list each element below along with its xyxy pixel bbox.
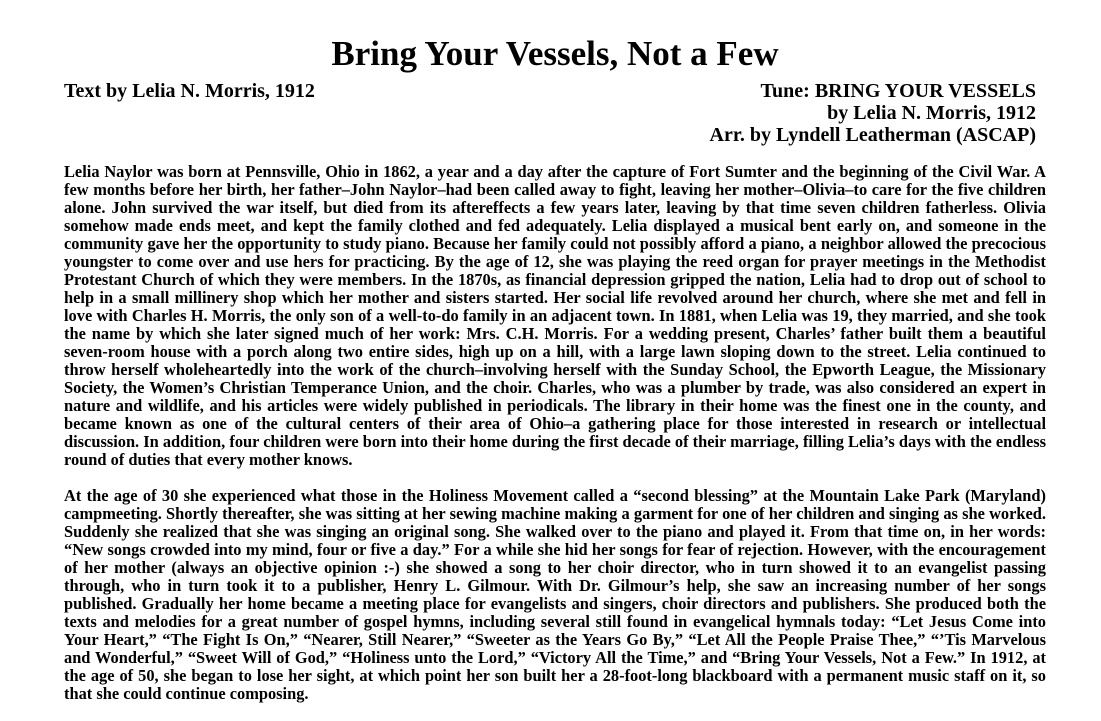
tune-author: by Lelia N. Morris, 1912 (827, 102, 1036, 124)
hymn-title: Bring Your Vessels, Not a Few (331, 34, 779, 73)
document-page (64, 32, 1046, 721)
tune-credit (710, 80, 1036, 146)
text-credit: Text by Lelia N. Morris, 1912 (64, 80, 315, 102)
arranger-credit: Arr. by Lyndell Leatherman (ASCAP) (709, 124, 1036, 146)
biography-paragraph-2: At the age of 30 she experienced what those in the Holiness Movement called a “second blessing” at the Mountain Lake Park (Maryland) campmeeting. Shortly thereafter, she was sitting at her sewing machine making a garment for one of her children and singing as she worked. Suddenly she realized that she was singing an original song. She walked over to the piano and played it. From that time on, in her words: “New songs crowded into my mind, four or five a day.” For a while she hid her songs for fear of rejection. However, with the encouragement of her mother (always an objective opinion :-) she showed a song to her choir director, who in turn showed it to an evangelist passing through, who in turn took it to a publisher, Henry L. Gilmour. With Dr. Gilmour’s help, she saw an increasing number of her songs published. Gradually her home became a meeting place for evangelists and singers, choir directors and publishers. She produced both the texts and melodies for a great number of gospel hymns, including several still found in evangelical hymnals today: “Let Jesus Come into Your Heart,” “The Fight Is On,” “Nearer, Still Nearer,” “Sweeter as the Years Go By,” “Let All the People Praise Thee,” “’Tis Marvelous and Wonderful,” “Sweet Will of God,” “Holiness unto the Lord,” “Victory All the Time,” and “Bring Your Vessels, Not a Few.” In 1912, at the age of 50, she began to lose her sight, at which point her son built her a 28-foot-long blackboard with a permanent music staff on it, so that she could continue composing. (64, 486, 1046, 703)
tune-name: Tune: BRING YOUR VESSELS (760, 80, 1036, 102)
biography-paragraph-1: Lelia Naylor was born at Pennsville, Ohio in 1862, a year and a day after the capture of Fort Sumter and the beginning of the Civil War. A few months before her birth, her father–John Naylor–had been called away to fight, leaving her mother–Olivia–to care for the five children alone. John survived the war itself, but died from its aftereffects a few years later, leaving by that time seven children fatherless. Olivia somehow made ends meet, and kept the family clothed and fed adequately. Lelia displayed a musical bent early on, and someone in the community gave her the opportunity to study piano. Because her family could not possibly afford a piano, a neighbor allowed the precocious youngster to come over and use hers for practicing. By the age of 12, she was playing the reed organ for prayer meetings in the Methodist Protestant Church of which they were members. In the 1870s, as financial depression gripped the nation, Lelia had to drop out of school to help in a small millinery shop which her mother and sisters started. Her social life revolved around her church, where she met and fell in love with Charles H. Morris, the only son of a well-to-do family in an adjacent town. In 1881, when Lelia was 19, they married, and she took the name by which she later signed much of her work: Mrs. C.H. Morris. For a wedding present, Charles’ father built them a beautiful seven-room house with a porch along two entire sides, high up on a hill, with a large lawn sloping down to the street. Lelia continued to throw herself wholeheartedly into the work of the church–involving herself with the Sunday School, the Epworth League, the Missionary Society, the Women’s Christian Temperance Union, and the choir. Charles, who was a plumber by trade, was also considered an expert in nature and wildlife, and his articles were widely published in periodicals. The library in their home was the finest one in the county, and became known as one of the cultural centers of their area of Ohio–a gathering place for those interested in research or intellectual discussion. In addition, four children were born into their home during the first decade of their marriage, filling Lelia’s days with the endless round of duties that every mother knows. (64, 162, 1046, 469)
credits-row (64, 80, 1046, 146)
biography-text (64, 163, 1046, 703)
